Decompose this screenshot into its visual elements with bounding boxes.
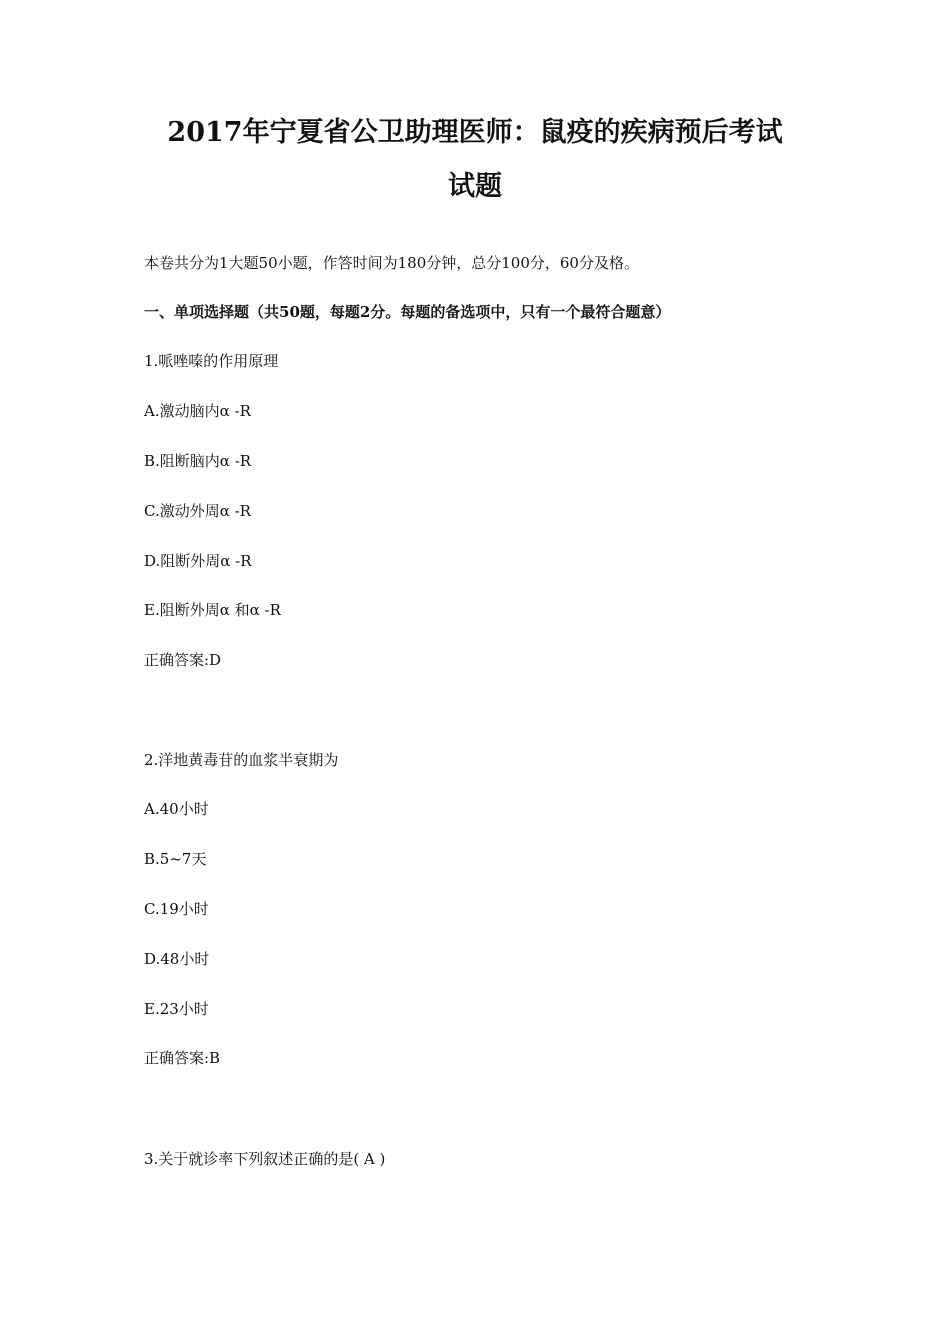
section-heading: 一、单项选择题（共50题，每题2分。每题的备选项中，只有一个最符合题意） — [144, 303, 671, 321]
exam-intro: 本卷共分为1大题50小题，作答时间为180分钟，总分100分，60分及格。 — [144, 254, 639, 272]
question-2-option-b: B.5~7天 — [144, 850, 207, 868]
question-2-option-c: C.19小时 — [144, 900, 209, 918]
question-2-answer: 正确答案:B — [144, 1049, 221, 1067]
title-line-2: 试题 — [448, 171, 502, 202]
question-1-option-d: D.阻断外周α -R — [144, 552, 252, 570]
question-2-option-d: D.48小时 — [144, 950, 210, 968]
question-1-option-b: B.阻断脑内α -R — [144, 452, 252, 470]
question-3-stem: 3.关于就诊率下列叙述正确的是( A ) — [144, 1150, 386, 1168]
question-2-stem: 2.洋地黄毒苷的血浆半衰期为 — [144, 751, 339, 769]
question-1-option-a: A.激动脑内α -R — [144, 402, 251, 420]
question-1-option-c: C.激动外周α -R — [144, 502, 251, 520]
question-1-option-e: E.阻断外周α 和α -R — [144, 601, 281, 619]
question-2-option-a: A.40小时 — [144, 800, 209, 818]
title-line-1: 2017年宁夏省公卫助理医师：鼠疫的疾病预后考试 — [167, 117, 783, 148]
document-title — [120, 106, 830, 214]
question-2-option-e: E.23小时 — [144, 1000, 209, 1018]
question-1-answer: 正确答案:D — [144, 651, 222, 669]
question-1-stem: 1.哌唑嗪的作用原理 — [144, 352, 279, 370]
